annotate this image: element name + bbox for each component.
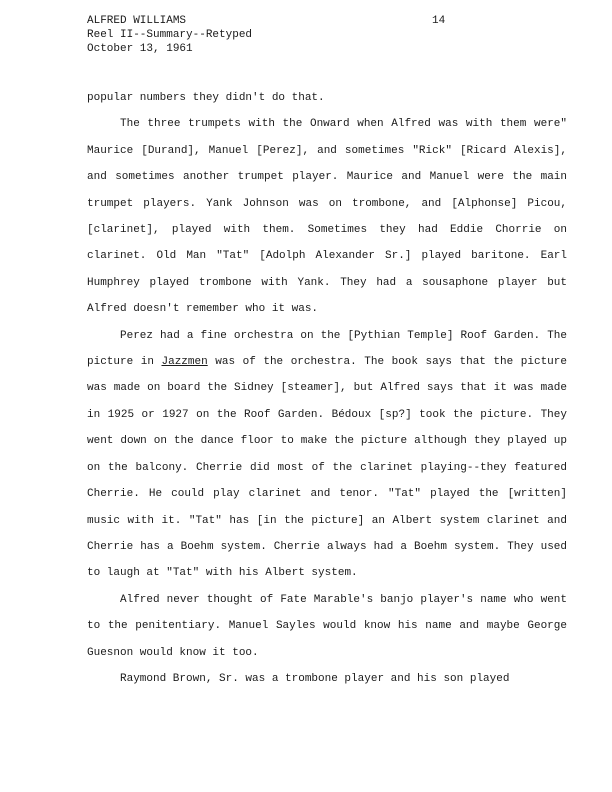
paragraph-raymond-brown: Raymond Brown, Sr. was a trombone player and his son played (120, 672, 510, 685)
page-header (87, 14, 252, 56)
paragraph-trumpets: The three trumpets with the Onward when Alfred was with them were" Maurice [Durand], Manuel [Perez], and sometimes "Rick" [Ricard Alexis], and sometimes another trumpet player. Maurice and Manuel were the main trumpet players. Yank Johnson was on trombone, and [Alphonse] Picou, [clarinet], played with them. Sometimes they had Eddie Chorrie on clarinet. Old Man "Tat" [Adolph Alexander Sr.] played baritone. Earl Humphrey played trombone with Yank. They had a sousaphone player but Alfred doesn't remember who it was. (87, 118, 567, 316)
page-number: 14 (432, 15, 446, 27)
header-date: October 13, 1961 (87, 43, 193, 55)
header-reel: Reel II--Summary--Retyped (87, 29, 253, 41)
paragraph-text: was of the orchestra. The book says that the picture was made on board the Sidney [steamer], but Alfred says that it was made in 1925 or 1927 on the Roof Garden. Bédoux [sp?] took the picture. They went down on the dance floor to make the picture although they played up on the balcony. Cherrie did most of the clarinet playing--they featured Cherrie. He could play clarinet and tenor. "Tat" played the [written] music with it. "Tat" has [in the picture] an Albert system clarinet and Cherrie has a Boehm system. Cherrie always had a Boehm system. They used to laugh at "Tat" with his Albert system. (87, 356, 567, 580)
book-title: Jazzmen (161, 356, 208, 369)
header-author: ALFRED WILLIAMS (87, 15, 187, 27)
paragraph-text: Perez had a fine orchestra on the [Pythian Temple] Roof Garden. The picture in (87, 329, 567, 369)
paragraph-perez-orchestra (87, 323, 567, 587)
paragraph-fate-marable: Alfred never thought of Fate Marable's banjo player's name who went to the penitentiary. Manuel Sayles would know his name and maybe George Guesnon would know it too. (87, 593, 567, 659)
paragraph-continuation: popular numbers they didn't do that. (87, 92, 325, 104)
document-body (87, 85, 567, 692)
